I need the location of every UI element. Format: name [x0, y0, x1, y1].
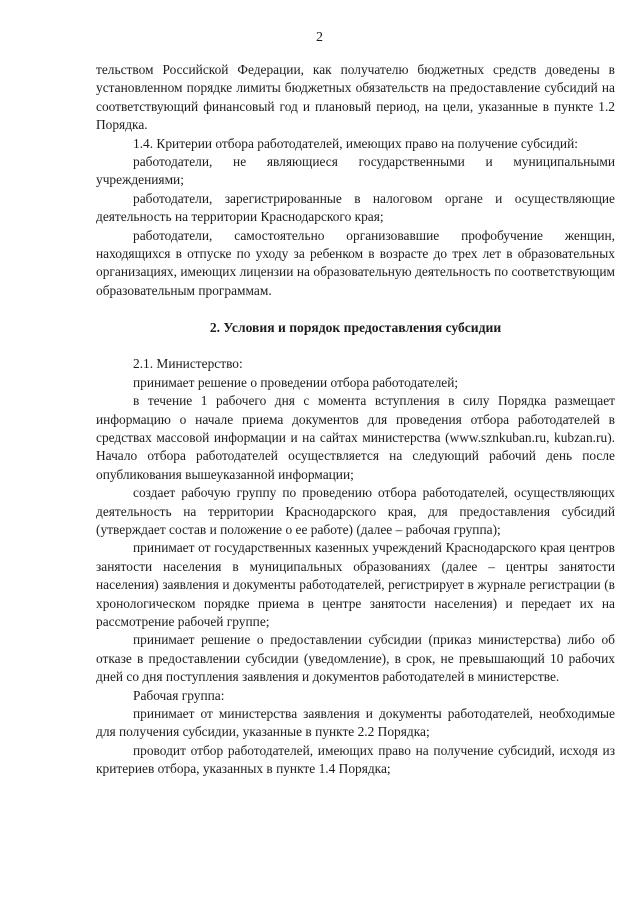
- paragraph-working-group-duty-1: принимает от министерства заявления и документы работодателей, необходимые для получения субсидии, указанные в пункте 2.2 Порядка;: [96, 706, 615, 740]
- paragraph-ministry-duty-2: в течение 1 рабочего дня с момента вступления в силу Порядка размещает информацию о начале приема документов для проведения отбора работодателей в средствах массовой информации и на сайтах министерства (www.sznkuban.ru, kubzan.ru). Начало отбора работодателей осуществляется на следующий рабочий день после опубликования вышеуказанной информации;: [96, 393, 615, 482]
- paragraph-working-group-duty-2: проводит отбор работодателей, имеющих право на получение субсидий, исходя из критериев отбора, указанных в пункте 1.4 Порядка;: [96, 742, 615, 777]
- page-number: 2: [316, 30, 323, 45]
- paragraph-ministry-duty-5: принимает решение о предоставлении субсидии (приказ министерства) либо об отказе в предоставлении субсидии (уведомление), в срок, не превышающий 10 рабочих дней со дня поступления заявления и документов работодателей в министерстве.: [96, 632, 615, 685]
- paragraph-working-group-heading: Рабочая группа:: [133, 687, 225, 703]
- paragraph-criterion-1: работодатели, не являющиеся государственными и муниципальными учреждениями;: [96, 154, 615, 188]
- paragraph-ministry-duty-1: принимает решение о проведении отбора работодателей;: [133, 374, 459, 390]
- paragraph-ministry-duty-3: создает рабочую группу по проведению отбора работодателей, осуществляющих деятельность на территории Краснодарского края, для предоставления субсидий (утверждает состав и положение о ее работе) (далее – рабочая группа);: [96, 485, 615, 537]
- document-body: [96, 61, 615, 779]
- paragraph-criteria-heading: 1.4. Критерии отбора работодателей, имеющих право на получение субсидий:: [133, 135, 578, 151]
- paragraph-continuation: тельством Российской Федерации, как получателю бюджетных средств доведены в установленном порядке лимиты бюджетных обязательств на предоставление субсидий на соответствующий финансовый год и плановый период, на цели, указанные в пункте 1.2 Порядка.: [96, 62, 615, 133]
- paragraph-criterion-3: работодатели, самостоятельно организовавшие профобучение женщин, находящихся в отпуске по уходу за ребенком в возрасте до трех лет в образовательных организациях, имеющих лицензии на образовательную деятельность по соответствующим образовательным программам.: [96, 227, 615, 298]
- paragraph-ministry-duty-4: принимает от государственных казенных учреждений Краснодарского края центров занятости населения в муниципальных образованиях (далее – центры занятости населения) заявления и документы работодателей, регистрирует в журнале регистрации (в хронологическом порядке приема в центре занятости населения) и передает их на рассмотрение рабочей группе;: [96, 540, 615, 629]
- paragraph-ministry-heading: 2.1. Министерство:: [133, 356, 243, 372]
- section-heading: 2. Условия и порядок предоставления субсидии: [209, 320, 502, 336]
- paragraph-criterion-2: работодатели, зарегистрированные в налоговом органе и осуществляющие деятельность на территории Краснодарского края;: [96, 190, 615, 225]
